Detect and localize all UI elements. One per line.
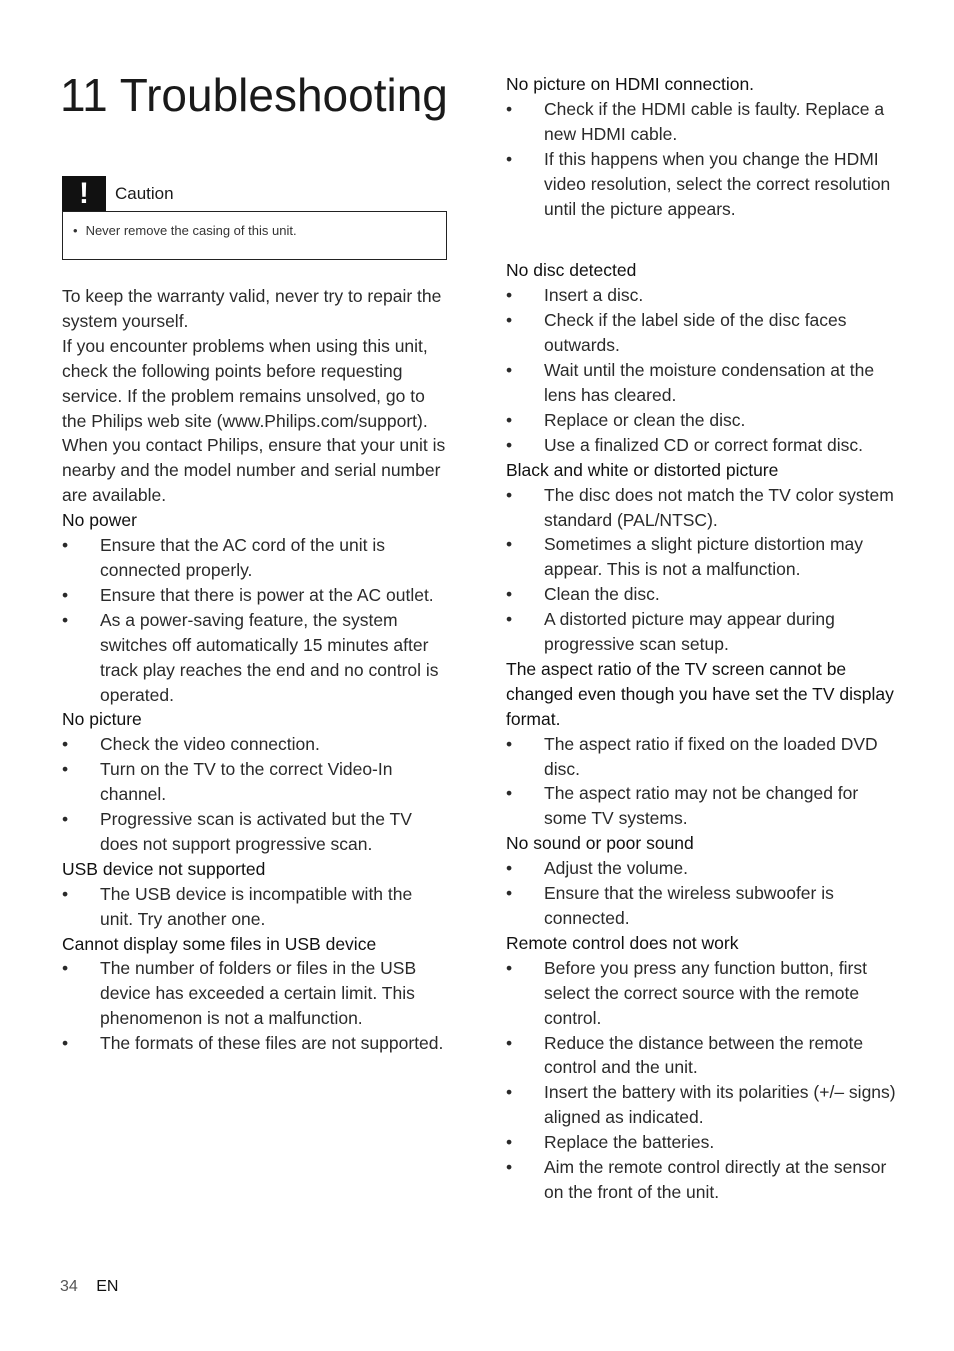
list-item-text: Ensure that the wireless subwoofer is connected. xyxy=(544,883,834,928)
intro-paragraph: To keep the warranty valid, never try to repair the system yourself. xyxy=(62,286,442,331)
list-item-text: If this happens when you change the HDMI video resolution, select the correct resolution until the picture appears. xyxy=(544,148,891,219)
section-list xyxy=(506,483,896,657)
section-heading: No power xyxy=(62,510,137,531)
list-item: • The USB device is incompatible with the unit. Try another one. xyxy=(62,883,413,929)
section-no-picture xyxy=(62,707,447,856)
section-heading: No picture on HDMI connection. xyxy=(506,74,755,94)
list-item: • Progressive scan is activated but the TV does not support progressive scan. xyxy=(62,809,412,854)
list-item-text: Replace the batteries. xyxy=(544,1132,715,1153)
section-heading: No sound or poor sound xyxy=(506,833,694,854)
list-item-text: A distorted picture may appear during progressive scan setup. xyxy=(544,609,835,655)
page-footer xyxy=(60,1276,118,1298)
list-item-text: Insert a disc. xyxy=(544,285,644,306)
list-item: • Check the video connection. xyxy=(62,734,320,755)
section-list xyxy=(506,856,896,931)
list-item: • The aspect ratio may not be changed for some TV systems. xyxy=(506,783,859,829)
list-item-text: The formats of these files are not supported. xyxy=(100,1033,444,1054)
section-heading: The aspect ratio of the TV screen cannot be changed even though you have set the TV display format. xyxy=(506,658,894,729)
page-number: 34 xyxy=(60,1278,78,1295)
left-column xyxy=(62,284,447,1056)
list-item: • The number of folders or files in the USB device has exceeded a certain limit. This phenomenon is not a malfunction. xyxy=(62,958,417,1029)
list-item-text: Use a finalized CD or correct format disc. xyxy=(544,434,863,455)
list-item-text: Clean the disc. xyxy=(544,584,660,605)
list-item: • Reduce the distance between the remote control and the unit. xyxy=(506,1032,864,1078)
section-no-sound xyxy=(506,831,896,931)
spacer xyxy=(506,221,896,258)
list-item: • Insert the battery with its polarities (+/– signs) aligned as indicated. xyxy=(506,1082,896,1128)
section-usb-files xyxy=(62,932,447,1057)
list-item-text: Adjust the volume. xyxy=(544,858,688,879)
list-item-text: Reduce the distance between the remote control and the unit. xyxy=(544,1032,864,1078)
list-item: • Ensure that there is power at the AC outlet. xyxy=(62,584,434,605)
list-item-text: Sometimes a slight picture distortion may appear. This is not a malfunction. xyxy=(544,534,864,580)
bullet: • xyxy=(73,223,78,238)
section-hdmi xyxy=(506,72,896,221)
list-item: • As a power-saving feature, the system switches off automatically 15 minutes after track play reaches the end and no control is operated. xyxy=(62,609,439,705)
section-list xyxy=(506,283,896,457)
intro-paragraph: If you encounter problems when using this unit, check the following points before requesting service. If the problem remains unsolved, go to the Philips web site (www.Philips.com/support). When you contact Philips, ensure that your unit is nearby and the model number and serial number are available. xyxy=(62,335,446,506)
list-item-text: Check if the HDMI cable is faulty. Replace a new HDMI cable. xyxy=(544,98,885,144)
list-item: • If this happens when you change the HDMI video resolution, select the correct resolution until the picture appears. xyxy=(506,148,891,219)
list-item-text: Wait until the moisture condensation at the lens has cleared. xyxy=(544,360,875,405)
section-heading: No disc detected xyxy=(506,260,637,281)
section-list xyxy=(506,956,896,1205)
section-list xyxy=(62,533,447,707)
list-item-text: Insert the battery with its polarities (+/– signs) aligned as indicated. xyxy=(544,1082,896,1128)
caution-item xyxy=(73,222,297,240)
list-item: • Replace or clean the disc. xyxy=(506,409,746,430)
caution-label: Caution xyxy=(115,184,174,203)
list-item-text: Aim the remote control directly at the sensor on the front of the unit. xyxy=(544,1157,887,1202)
section-list xyxy=(506,97,896,222)
section-no-disc xyxy=(506,258,896,457)
caution-header xyxy=(62,176,447,211)
list-item: • Use a finalized CD or correct format disc. xyxy=(506,434,863,455)
right-column xyxy=(506,72,896,1205)
list-item-text: Before you press any function button, first select the correct source with the remote control. xyxy=(544,957,867,1028)
list-item-text: Replace or clean the disc. xyxy=(544,409,746,430)
list-item: • The aspect ratio if fixed on the loaded DVD disc. xyxy=(506,733,878,779)
list-item: • Replace the batteries. xyxy=(506,1132,715,1153)
list-item: • Insert a disc. xyxy=(506,285,644,306)
caution-item-text: Never remove the casing of this unit. xyxy=(85,223,297,238)
list-item: • Adjust the volume. xyxy=(506,858,688,879)
list-item-text: The disc does not match the TV color system standard (PAL/NTSC). xyxy=(544,484,894,530)
list-item-text: Check if the label side of the disc faces outwards. xyxy=(544,310,847,356)
list-item-text: Ensure that there is power at the AC outlet. xyxy=(100,584,434,605)
list-item: • Check if the label side of the disc faces outwards. xyxy=(506,310,847,356)
list-item: • Check if the HDMI cable is faulty. Replace a new HDMI cable. xyxy=(506,98,885,144)
section-list xyxy=(506,732,896,832)
list-item-text: The number of folders or files in the USB device has exceeded a certain limit. This phenomenon is not a malfunction. xyxy=(100,958,417,1029)
list-item: • Turn on the TV to the correct Video-In channel. xyxy=(62,759,393,805)
list-item: • Aim the remote control directly at the sensor on the front of the unit. xyxy=(506,1157,887,1202)
list-item-text: Progressive scan is activated but the TV does not support progressive scan. xyxy=(100,809,412,854)
page-title: 11 Troubleshooting xyxy=(60,69,448,121)
exclamation-icon: ! xyxy=(62,176,106,211)
section-heading: Cannot display some files in USB device xyxy=(62,933,377,954)
section-remote-control xyxy=(506,931,896,1205)
list-item: • Before you press any function button, first select the correct source with the remote control. xyxy=(506,957,867,1028)
section-aspect-ratio xyxy=(506,657,896,831)
list-item-text: Check the video connection. xyxy=(100,734,320,755)
list-item: • The formats of these files are not supported. xyxy=(62,1033,444,1054)
list-item: • Wait until the moisture condensation at the lens has cleared. xyxy=(506,360,875,405)
section-no-power xyxy=(62,508,447,707)
list-item: • Clean the disc. xyxy=(506,584,660,605)
section-distorted-picture xyxy=(506,458,896,657)
section-heading: USB device not supported xyxy=(62,858,266,879)
section-list xyxy=(62,732,447,857)
list-item: • The disc does not match the TV color system standard (PAL/NTSC). xyxy=(506,484,894,530)
list-item-text: Turn on the TV to the correct Video-In channel. xyxy=(100,759,393,805)
section-usb-not-supported xyxy=(62,857,447,932)
section-list xyxy=(62,956,447,1056)
list-item-text: The USB device is incompatible with the unit. Try another one. xyxy=(100,883,413,929)
section-list xyxy=(62,882,447,932)
list-item-text: As a power-saving feature, the system switches off automatically 15 minutes after track play reaches the end and no control is operated. xyxy=(100,609,439,705)
list-item: • Ensure that the AC cord of the unit is connected properly. xyxy=(62,535,386,580)
section-heading: Black and white or distorted picture xyxy=(506,459,779,480)
list-item: • A distorted picture may appear during progressive scan setup. xyxy=(506,609,835,655)
list-item: • Ensure that the wireless subwoofer is connected. xyxy=(506,883,834,928)
caution-box xyxy=(62,211,447,260)
section-heading: No picture xyxy=(62,709,142,730)
language-code: EN xyxy=(96,1278,119,1295)
list-item: • Sometimes a slight picture distortion may appear. This is not a malfunction. xyxy=(506,534,864,580)
section-heading: Remote control does not work xyxy=(506,932,739,953)
list-item-text: The aspect ratio if fixed on the loaded DVD disc. xyxy=(544,733,878,779)
list-item-text: The aspect ratio may not be changed for some TV systems. xyxy=(544,783,859,829)
list-item-text: Ensure that the AC cord of the unit is connected properly. xyxy=(100,535,386,580)
